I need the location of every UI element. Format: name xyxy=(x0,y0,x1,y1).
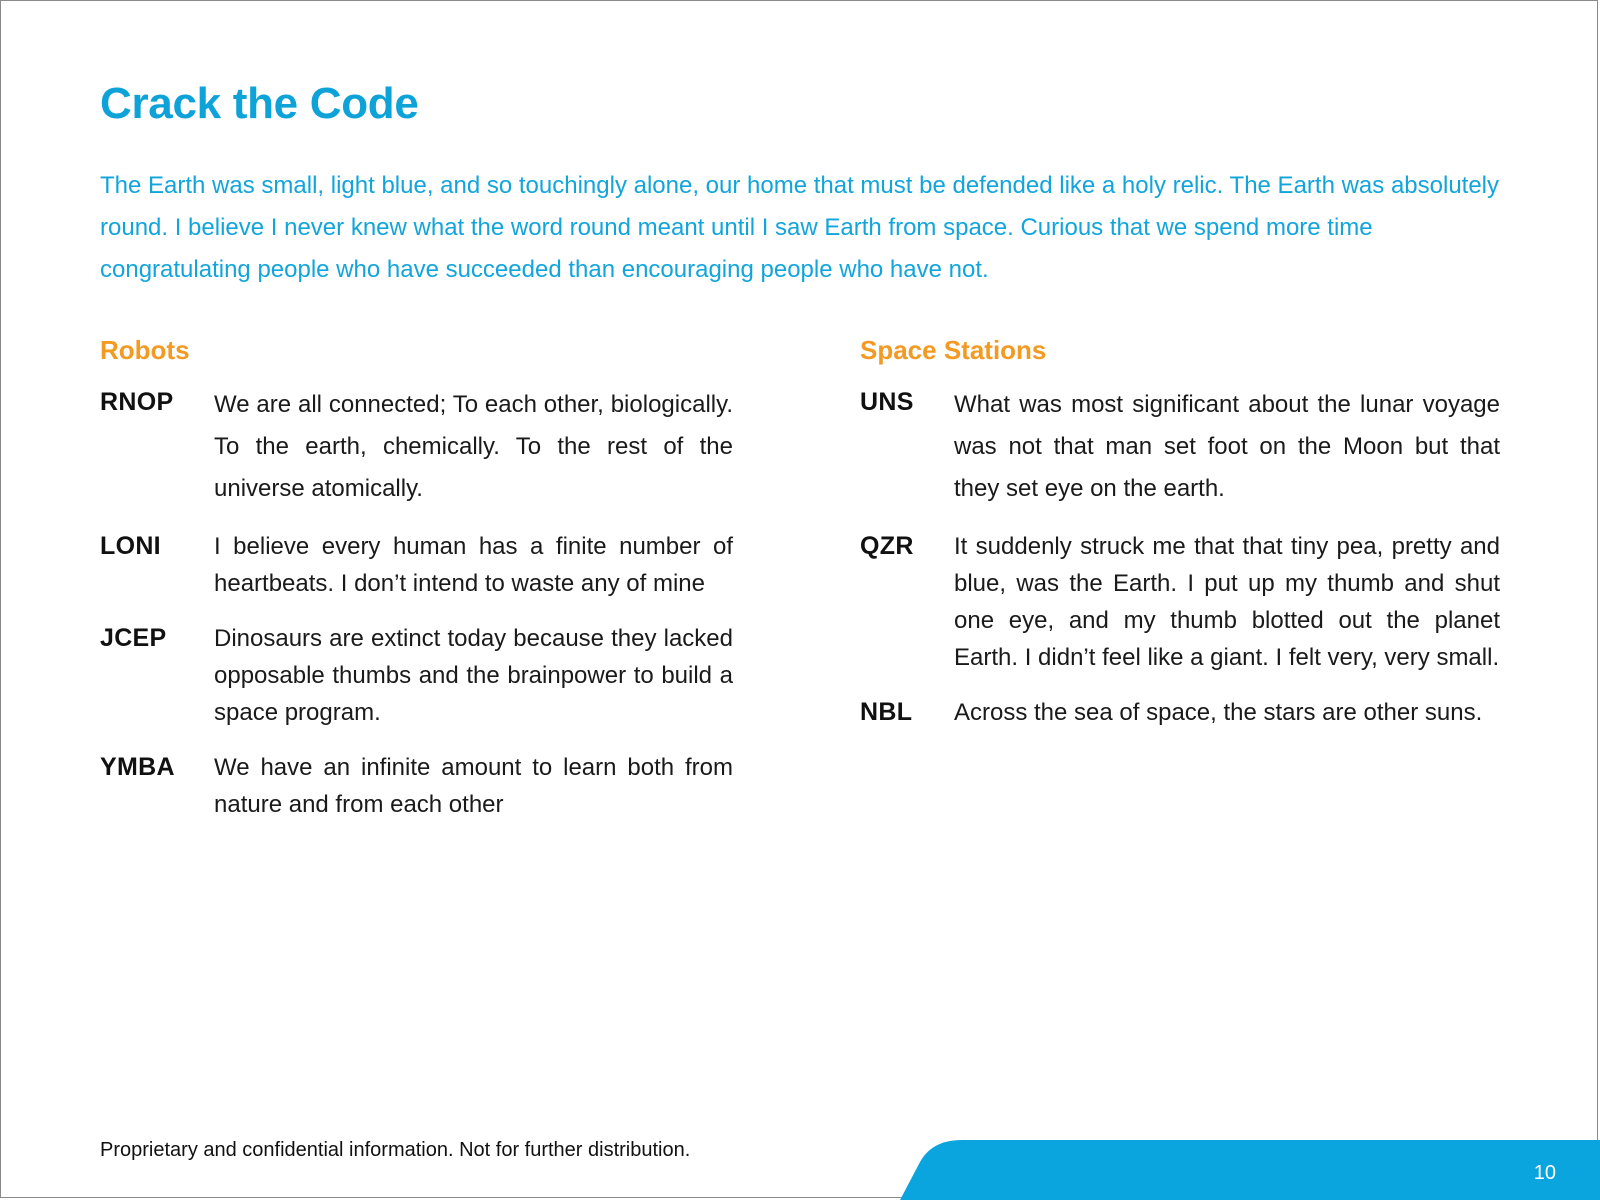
robots-heading: Robots xyxy=(100,335,190,365)
code-entry xyxy=(860,528,1500,676)
entry-text: We are all connected; To each other, biologically. To the earth, chemically. To the rest of the universe atomically. xyxy=(214,391,733,502)
entry-code: RNOP xyxy=(100,388,174,416)
page-number: 10 xyxy=(1533,1162,1556,1184)
entry-text: Across the sea of space, the stars are other suns. xyxy=(954,699,1483,726)
confidentiality-notice: Proprietary and confidential information. Not for further distribution. xyxy=(100,1139,691,1161)
code-entry xyxy=(860,384,1500,510)
entry-code: UNS xyxy=(860,388,914,416)
space-stations-column xyxy=(860,330,1500,749)
footer-band xyxy=(900,1140,1600,1200)
page-title: Crack the Code xyxy=(100,79,419,128)
code-entry xyxy=(860,694,1500,731)
robots-column xyxy=(100,330,733,841)
entry-text: What was most significant about the lunar voyage was not that man set foot on the Moon but that they set eye on the earth. xyxy=(954,391,1500,502)
entry-text: We have an infinite amount to learn both from nature and from each other xyxy=(214,754,733,818)
entry-text: It suddenly struck me that that tiny pea, pretty and blue, was the Earth. I put up my thumb and shut one eye, and my thumb blotted out the planet Earth. I didn’t feel like a giant. I felt very, very small. xyxy=(954,533,1500,671)
entry-code: JCEP xyxy=(100,624,167,652)
entry-text: Dinosaurs are extinct today because they lacked opposable thumbs and the brainpower to build a space program. xyxy=(214,625,733,726)
code-entry xyxy=(100,620,733,731)
code-entry xyxy=(100,749,733,823)
code-entry xyxy=(100,384,733,510)
entry-code: YMBA xyxy=(100,753,175,781)
space-stations-heading: Space Stations xyxy=(860,335,1047,365)
intro-paragraph: The Earth was small, light blue, and so touchingly alone, our home that must be defended like a holy relic. The Earth was absolutely round. I believe I never knew what the word round meant until I saw Earth from space. Curious that we spend more time congratulating people who have succeeded than encouraging people who have not. xyxy=(100,172,1500,283)
code-entry xyxy=(100,528,733,602)
entry-text: I believe every human has a finite number of heartbeats. I don’t intend to waste any of mine xyxy=(214,533,733,597)
entry-code: NBL xyxy=(860,698,913,726)
entry-code: LONI xyxy=(100,532,161,560)
entry-code: QZR xyxy=(860,532,914,560)
